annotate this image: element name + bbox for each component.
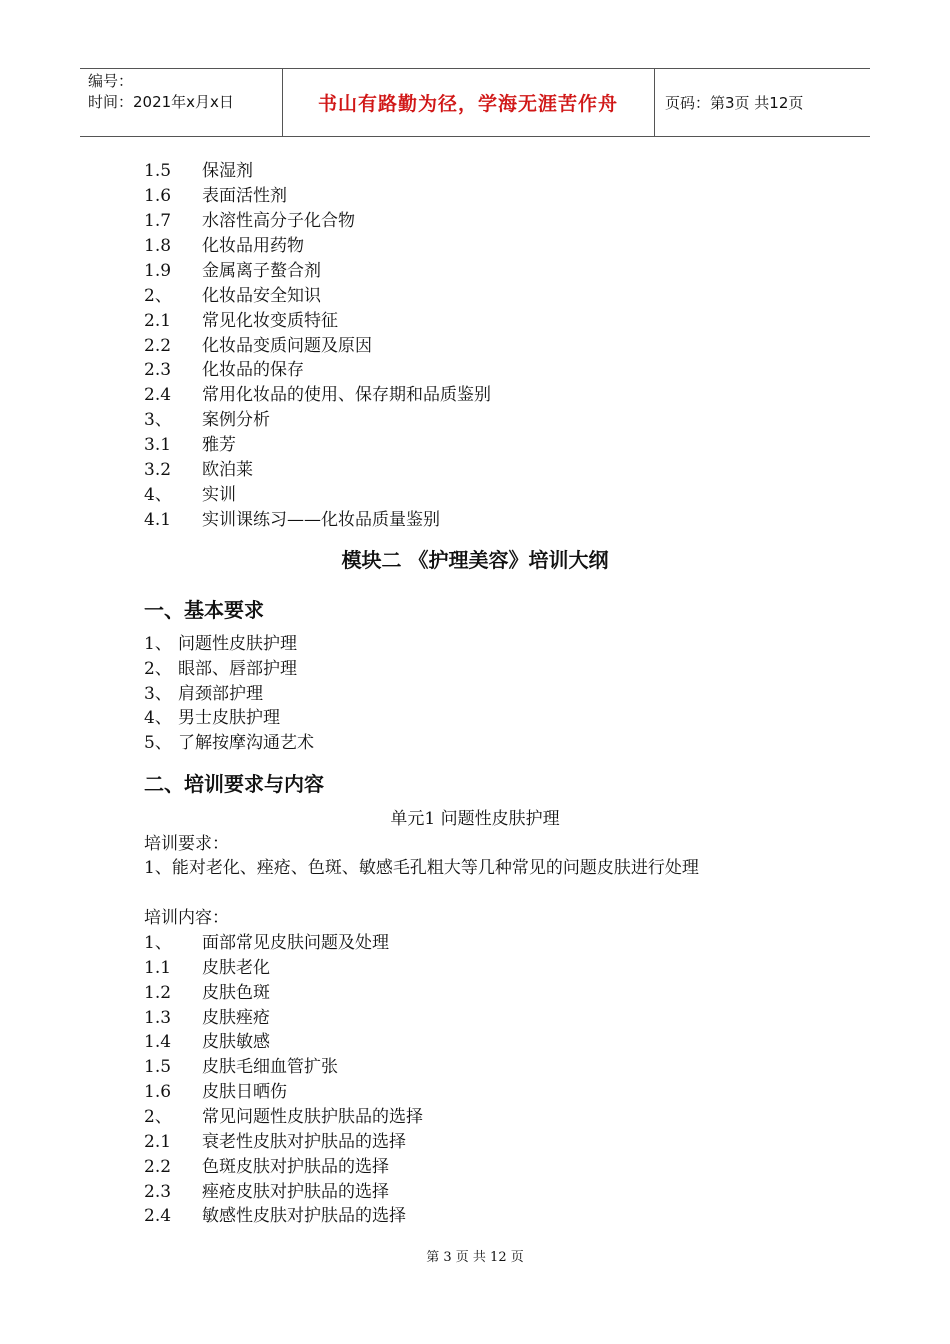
list-item-text: 常见问题性皮肤护肤品的选择 xyxy=(202,1106,423,1127)
list-item xyxy=(144,234,304,258)
list-item-text: 化妆品的保存 xyxy=(202,360,304,381)
section-training-title: 二、培训要求与内容 xyxy=(144,772,324,796)
list-item-number: 2.2 xyxy=(144,1156,172,1177)
list-item xyxy=(144,731,314,755)
header-page-label: 页码：第3页 共12页 xyxy=(665,94,804,112)
list-item-text: 化妆品安全知识 xyxy=(202,285,321,306)
list-item-text: 保湿剂 xyxy=(202,161,253,181)
list-item xyxy=(144,1030,270,1054)
list-item xyxy=(144,358,304,382)
list-item-text: 衰老性皮肤对护肤品的选择 xyxy=(202,1131,406,1152)
list-item-number: 3、 xyxy=(144,683,172,704)
list-item-number: 1.6 xyxy=(144,185,172,206)
list-item xyxy=(144,931,389,955)
list-item-number: 1.9 xyxy=(144,260,172,281)
list-item-number: 3.1 xyxy=(144,435,172,456)
list-item-number: 1.8 xyxy=(144,235,172,256)
list-item xyxy=(144,1006,270,1030)
list-item-text: 欧泊莱 xyxy=(202,460,253,481)
list-item xyxy=(144,632,297,656)
list-item xyxy=(144,483,236,507)
list-item-number: 2.2 xyxy=(144,335,172,356)
list-item xyxy=(144,981,270,1005)
list-item xyxy=(144,956,270,980)
list-item-text: 皮肤老化 xyxy=(202,957,270,978)
list-item-number: 2、 xyxy=(144,285,172,306)
list-item xyxy=(144,209,355,233)
list-item-text: 皮肤日晒伤 xyxy=(202,1082,287,1103)
list-item-text: 表面活性剂 xyxy=(202,185,287,206)
list-item-text: 面部常见皮肤问题及处理 xyxy=(202,933,389,953)
page-header xyxy=(80,68,870,137)
header-meta xyxy=(88,71,283,113)
list-item-text: 水溶性高分子化合物 xyxy=(202,210,355,231)
list-item-number: 2、 xyxy=(144,658,172,679)
list-item-text: 实训课练习——化妆品质量鉴别 xyxy=(202,510,440,531)
list-item xyxy=(144,309,338,333)
list-item-number: 1、 xyxy=(144,933,172,953)
list-item xyxy=(144,334,372,358)
list-item-text: 眼部、唇部护理 xyxy=(178,658,297,679)
list-item-number: 1.6 xyxy=(144,1082,172,1103)
header-motto: 书山有路勤为径，学海无涯苦作舟 xyxy=(317,93,618,115)
list-item-text: 痤疮皮肤对护肤品的选择 xyxy=(202,1181,389,1202)
training-requirement-label: 培训要求： xyxy=(144,834,229,854)
list-item-text: 了解按摩沟通艺术 xyxy=(178,733,314,754)
training-requirement-text: 1、能对老化、痤疮、色斑、敏感毛孔粗大等几种常见的问题皮肤进行处理 xyxy=(144,858,699,878)
list-item-text: 色斑皮肤对护肤品的选择 xyxy=(202,1156,389,1177)
list-item-number: 5、 xyxy=(144,733,172,754)
list-item-text: 肩颈部护理 xyxy=(178,683,263,704)
list-item xyxy=(144,657,297,681)
list-item-number: 2.4 xyxy=(144,385,172,406)
list-item xyxy=(144,184,287,208)
list-item xyxy=(144,408,270,432)
list-item-number: 2.1 xyxy=(144,1131,172,1152)
list-item xyxy=(144,159,253,183)
list-item-number: 2.3 xyxy=(144,360,172,381)
list-item xyxy=(144,1130,406,1154)
list-item xyxy=(144,1204,406,1228)
list-item xyxy=(144,1055,338,1079)
list-item-number: 1.3 xyxy=(144,1007,172,1028)
page-footer: 第 3 页 共 12 页 xyxy=(426,1250,524,1265)
unit-title: 单元1 问题性皮肤护理 xyxy=(390,809,560,829)
list-item-number: 2.4 xyxy=(144,1206,172,1227)
list-item-text: 男士皮肤护理 xyxy=(178,708,280,729)
list-item-number: 1.4 xyxy=(144,1032,172,1053)
list-item-text: 皮肤色斑 xyxy=(202,982,270,1003)
list-item xyxy=(144,383,491,407)
header-date-label: 时间：2021年x月x日 xyxy=(88,93,234,111)
list-item-number: 1.2 xyxy=(144,982,172,1003)
list-item-number: 2.1 xyxy=(144,310,172,331)
list-item-number: 1.1 xyxy=(144,957,172,978)
list-item-text: 金属离子螯合剂 xyxy=(202,260,321,281)
list-item-number: 3、 xyxy=(144,410,172,431)
list-item xyxy=(144,458,253,482)
list-item-text: 雅芳 xyxy=(202,435,236,456)
header-number-label: 编号： xyxy=(88,72,134,90)
list-item-text: 化妆品用药物 xyxy=(202,235,304,256)
list-item xyxy=(144,508,440,532)
header-divider-right xyxy=(654,69,655,136)
list-item-number: 2.3 xyxy=(144,1181,172,1202)
list-item xyxy=(144,706,280,730)
list-item-text: 敏感性皮肤对护肤品的选择 xyxy=(202,1206,406,1227)
list-item-number: 1.5 xyxy=(144,161,172,181)
list-item-number: 1、 xyxy=(144,634,172,654)
list-item-number: 1.5 xyxy=(144,1057,172,1078)
list-item-number: 3.2 xyxy=(144,460,172,481)
list-item-text: 实训 xyxy=(202,485,236,506)
list-item-text: 问题性皮肤护理 xyxy=(178,634,297,654)
list-item xyxy=(144,1180,389,1204)
list-item-text: 化妆品变质问题及原因 xyxy=(202,335,372,356)
module-title: 模块二 《护理美容》培训大纲 xyxy=(341,548,609,572)
list-item-text: 案例分析 xyxy=(202,410,270,431)
training-content-label: 培训内容： xyxy=(144,908,229,928)
list-item xyxy=(144,284,321,308)
list-item xyxy=(144,1080,287,1104)
list-item xyxy=(144,433,236,457)
list-item-number: 1.7 xyxy=(144,210,172,231)
list-item xyxy=(144,682,263,706)
list-item-number: 4.1 xyxy=(144,510,172,531)
list-item xyxy=(144,1105,423,1129)
list-item-text: 皮肤敏感 xyxy=(202,1032,270,1053)
list-item xyxy=(144,259,321,283)
list-item-text: 常用化妆品的使用、保存期和品质鉴别 xyxy=(202,385,491,406)
list-item-number: 2、 xyxy=(144,1106,172,1127)
list-item-number: 4、 xyxy=(144,485,172,506)
section-basic-requirements-title: 一、基本要求 xyxy=(144,598,264,622)
list-item-text: 常见化妆变质特征 xyxy=(202,310,338,331)
list-item-text: 皮肤毛细血管扩张 xyxy=(202,1057,338,1078)
list-item-number: 4、 xyxy=(144,708,172,729)
list-item-text: 皮肤痤疮 xyxy=(202,1007,270,1028)
list-item xyxy=(144,1155,389,1179)
